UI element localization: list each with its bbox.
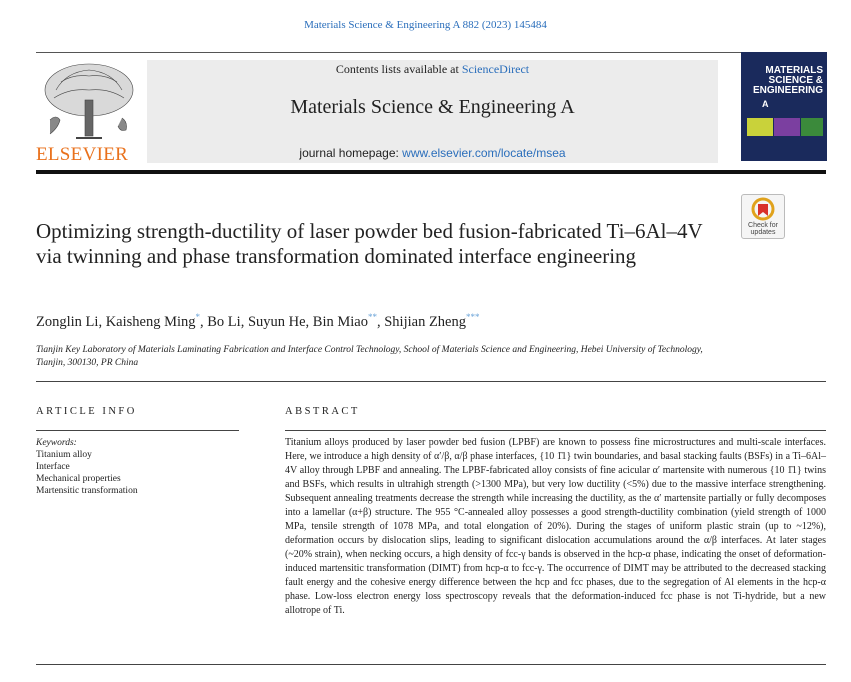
cover-title-line-1: MATERIALS (765, 65, 823, 76)
tree-icon (36, 60, 142, 144)
cover-title-line-3: ENGINEERING (752, 85, 823, 96)
homepage-prefix: journal homepage: (299, 146, 403, 160)
check-updates-line-2: updates (750, 229, 776, 236)
abstract-heading: ABSTRACT (285, 406, 360, 417)
cover-title-line-2: SCIENCE & (768, 75, 823, 86)
check-for-updates-button[interactable] (741, 194, 785, 239)
elsevier-wordmark: ELSEVIER (36, 144, 129, 165)
affiliation: Tianjin Key Laboratory of Materials Laminating Fabrication and Interface Control Technology, School of Materials Science and Engineering, Hebei University of Technology, Tianjin, 300130, PR China (36, 345, 703, 368)
author-name[interactable]: Shijian Zheng (384, 313, 466, 330)
affiliation-divider (36, 381, 826, 382)
homepage-link[interactable]: www.elsevier.com/locate/msea (402, 146, 566, 160)
author-list: Zonglin Li, Kaisheng Ming*, Bo Li, Suyun He, Bin Miao**, Shijian Zheng*** (36, 312, 480, 330)
cover-title (753, 66, 823, 96)
keywords-label: Keywords: (36, 438, 77, 448)
keyword-item: Mechanical properties (36, 474, 121, 484)
author-name[interactable]: Suyun He (247, 313, 306, 330)
keyword-item: Titanium alloy (36, 450, 92, 460)
cover-image-3 (801, 118, 823, 136)
author-name[interactable]: Bo Li (207, 313, 241, 330)
keywords-block (36, 437, 236, 497)
check-updates-label (742, 222, 784, 236)
footer-divider (36, 664, 826, 665)
author-mark[interactable]: ** (367, 312, 377, 322)
author-mark[interactable]: *** (466, 312, 480, 322)
journal-title: Materials Science & Engineering A (290, 96, 575, 118)
contents-line (147, 62, 718, 77)
journal-cover[interactable] (741, 52, 827, 161)
journal-citation[interactable]: Materials Science & Engineering A 882 (2023) 145484 (304, 19, 547, 31)
article-info-heading: ARTICLE INFO (36, 406, 137, 417)
header-divider (36, 52, 826, 53)
cover-image-2 (774, 118, 800, 136)
abstract-body (285, 436, 826, 618)
keyword-item: Interface (36, 462, 70, 472)
author-name[interactable]: Bin Miao (312, 313, 368, 330)
author-name[interactable]: Zonglin Li (36, 313, 99, 330)
check-updates-line-1: Check for (748, 222, 778, 229)
article-info-divider (36, 430, 239, 431)
keyword-item: Martensitic transformation (36, 486, 138, 496)
article-title: Optimizing strength-ductility of laser powder bed fusion-fabricated Ti–6Al–4V via twinning and phase transformation dominated interface engineering (36, 219, 703, 268)
cover-letter: A (762, 99, 769, 109)
abstract-paragraph: Titanium alloys produced by laser powder bed fusion (LPBF) are known to possess fine microstructures and multi-scale interfaces. Here, we introduce a high density of α′/β, α/β phase interfaces, {10 1̄1} twin boundaries, and basal stacking faults (BSFs) in a Ti–6Al–4V alloy through LPBF and annealing. The LPBF-fabricated alloy consists of fine acicular α′ martensite with numerous {10 1̄1} twins and BSFs, which results in ultrahigh strength (>1300 MPa), but very low ductility (<5%) due to the massive interface strengthening. Subsequent annealing treatments decrease the strength while increasing the ductility, as the α′ martensite partially or fully decomposes into a lamellar (α+β) structure. The 955 °C-annealed alloy possesses a good strength-ductility combination (yield strength of 1000 MPa, tensile strength of 1078 MPa, and total elongation of 20%). During the stages of uniform plastic strain (up to ~12%), deformation occurs by dislocation slips, leading to significant dislocation accumulations around the α/β interfaces. At later stages (~20% strain), when necking occurs, a high density of fcc-γ bands is observed in the hcp-α phase, indicating the onset of deformation-induced martensitic transformation (DIMT) from hcp-α to fcc-γ. The occurrence of DIMT may be attributed to the decreased stacking fault energy and the cohesive energy difference between the hcp and fcc phases, due to the segregation of Al elements in the hcp-α phase. Low-loss electron energy loss spectroscopy reveals that the deformation-induced fcc phase is not Ti-hydride, but a new allotrope of Ti. (285, 437, 826, 616)
header-thick-divider (36, 170, 826, 174)
abstract-divider (285, 430, 826, 431)
contents-prefix: Contents lists available at (335, 62, 462, 76)
author-mark[interactable]: * (195, 312, 200, 322)
sciencedirect-link[interactable]: ScienceDirect (461, 62, 530, 76)
cover-image-1 (747, 118, 773, 136)
homepage-line (147, 146, 718, 160)
author-name[interactable]: Kaisheng Ming (105, 313, 196, 330)
check-updates-icon (742, 195, 784, 223)
